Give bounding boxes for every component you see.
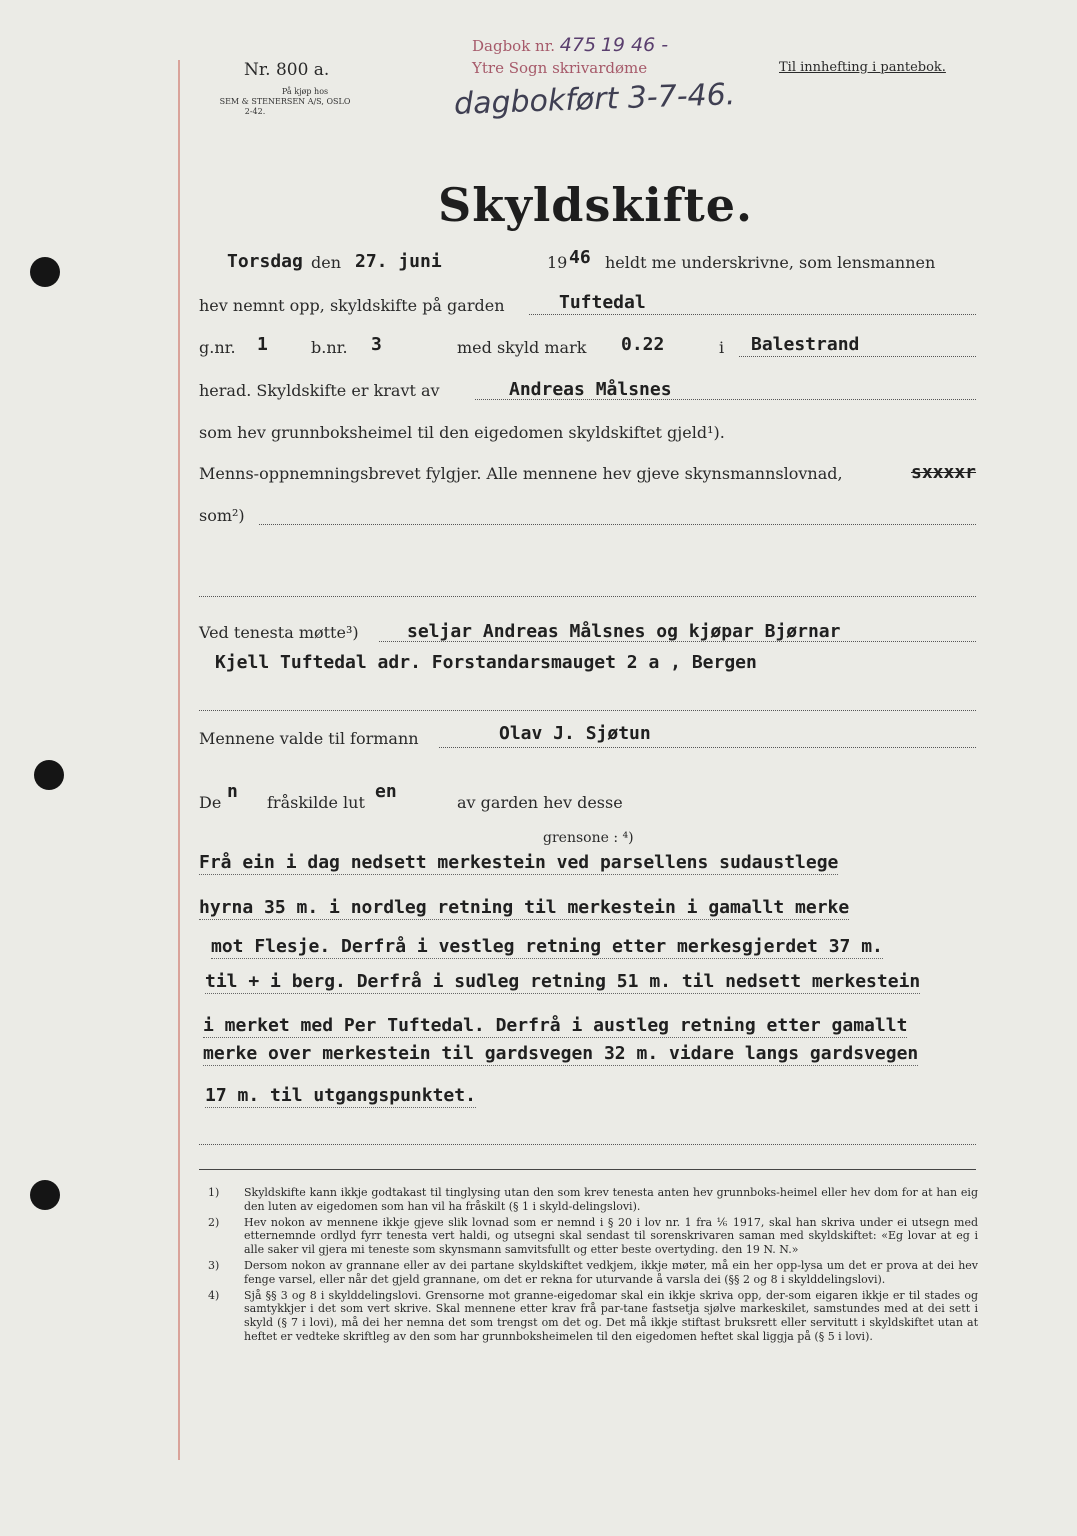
line2-text: hev nemnt opp, skyldskifte på garden: [199, 296, 505, 315]
tenesta-line1: seljar Andreas Målsnes og kjøpar Bjørnar: [407, 621, 841, 642]
oppnemning-text: Menns-oppnemningsbrevet fylgjer. Alle mennene hev gjeve skynsmannslovnad,: [199, 464, 843, 483]
fill-line: [439, 747, 976, 748]
municipality-value: Balestrand: [751, 334, 860, 355]
form-row-gnr: [199, 327, 976, 361]
footnote-mark: 2): [208, 1215, 220, 1229]
binder-hole: [30, 257, 60, 287]
boundary-line: til + i berg. Derfrå i sudleg retning 51 m. til nedsett merkestein: [205, 971, 921, 992]
form-row-tenesta-2: [199, 643, 976, 677]
tenesta-label: Ved tenesta møtte³): [199, 623, 359, 642]
form-row-tenesta: [199, 612, 976, 646]
tenesta-line2: Kjell Tuftedal adr. Forstandarsmauget 2 a , Bergen: [215, 652, 757, 673]
margin-line: [178, 60, 180, 1460]
fraskilde-label: fråskilde lut: [267, 793, 365, 812]
day-value: 27. juni: [355, 251, 442, 272]
garden-text: av garden hev desse: [457, 793, 623, 812]
form-row-date: [199, 242, 976, 276]
stamp-year: 19 46 -: [600, 34, 669, 56]
binder-hole: [30, 1180, 60, 1210]
heimel-text: som hev grunnboksheimel til den eigedomen skyldskiftet gjeld¹).: [199, 423, 725, 442]
boundary-line: merke over merkestein til gardsvegen 32 m. vidare langs gardsvegen: [203, 1043, 919, 1064]
year-prefix: 19: [547, 253, 568, 272]
de-label: De: [199, 793, 222, 812]
form-row-claimant: [199, 370, 976, 404]
formann-label: Mennene valde til formann: [199, 729, 419, 748]
claimant-value: Andreas Målsnes: [509, 379, 672, 400]
fill-line: [259, 524, 976, 525]
year-suffix: 46: [569, 247, 591, 268]
skyld-value: 0.22: [621, 334, 665, 355]
footnote-text: Hev nokon av mennene ikkje gjeve slik lovnad som er nemnd i § 20 i lov nr. 1 fra ⅙ 1917, skal han skriva under ei utsegn med etternemnde ordlyd fyrr tenesta vert haldi, og utsegni skal sendast til sorenskrivaren saman med skyldskiftet: «Eg lovar at eg i alle saker vil gjera mi teneste som skynsmann samvitsfullt og etter beste overtyding. den 19 N. N.»: [244, 1215, 978, 1257]
farm-name: Tuftedal: [559, 292, 646, 313]
footnote: [208, 1289, 978, 1344]
som-text: som²): [199, 506, 245, 525]
grensone-label: grensone : ⁴): [543, 830, 634, 846]
form-row-farm: [199, 285, 976, 319]
footnote-mark: 1): [208, 1186, 220, 1199]
printer-imprint: [205, 87, 365, 117]
fill-line: [739, 356, 976, 357]
form-row-som: [199, 495, 976, 529]
blank-line: [199, 596, 976, 597]
footnote-rule: [199, 1169, 976, 1170]
i-label: i: [719, 338, 725, 357]
de-suffix: n: [227, 781, 238, 802]
boundary-line: i merket med Per Tuftedal. Derfrå i austleg retning etter gamallt: [203, 1015, 908, 1036]
footnote-text: Sjå §§ 3 og 8 i skylddelingslovi. Grensorne mot granne-eigedomar skal ein ikkje skriva opp, der-som eigaren ikkje er til stades og samtykkjer i det som vert skrive. Skal mennene etter krav frå par-tane fastsetja sjølve markeskilet, samstundes med at dei sett i skyld (§ 7 i lovi), må dei her nemna det som trengst om det og. Det må ikkje stiftast bruksrett eller servitutt i skyldskiftet utan at heftet er vedteke skriftleg av den som har grunnboksheimelen til den eigedomen heftet skal liggja på (§ 5 i lovi).: [244, 1288, 978, 1343]
blank-line: [199, 1144, 976, 1145]
skyld-label: med skyld mark: [457, 338, 587, 357]
form-row-oppnemning: [199, 453, 976, 487]
stamp-district: Ytre Sogn skrivardøme: [472, 59, 648, 77]
printer-line: 2-42.: [244, 107, 266, 116]
form-row-heimel: [199, 412, 976, 446]
boundary-line: mot Flesje. Derfrå i vestleg retning etter merkesgjerdet 37 m.: [211, 936, 883, 957]
gnr-value: 1: [257, 334, 268, 355]
footnote-mark: 4): [208, 1288, 220, 1302]
stamp-label: Dagbok nr.: [472, 37, 556, 55]
blank-line: [199, 710, 976, 711]
boundary-line: 17 m. til utgangspunktet.: [205, 1085, 476, 1106]
held-text: heldt me underskrivne, som lensmannen: [605, 253, 936, 272]
den-label: den: [311, 253, 342, 272]
journal-stamp: [472, 34, 668, 79]
fill-line: [529, 314, 976, 315]
footnote: [208, 1259, 978, 1287]
document-title: Skyldskifte.: [438, 178, 754, 232]
lut-suffix: en: [375, 781, 397, 802]
footnote-text: Dersom nokon av grannane eller av dei partane skyldskiftet vedkjem, ikkje møter, må ein her opp-lysa um det er prova at dei hev fenge varsel, eller når det gjeld grannane, om det er rekna for uturvande å varsla dei (§§ 2 og 8 i skylddelingslovi).: [244, 1258, 978, 1286]
boundary-line: hyrna 35 m. i nordleg retning til merkestein i gamallt merke: [199, 897, 850, 918]
weekday-value: Torsdag: [227, 251, 303, 272]
handwritten-note: dagbokført 3-7-46.: [453, 77, 736, 122]
struck-word: sxxxxr: [911, 462, 977, 483]
boundary-line: Frå ein i dag nedsett merkestein ved parsellens sudaustlege: [199, 852, 839, 873]
innhefting-note: Til innhefting i pantebok.: [779, 60, 946, 75]
form-row-lut: [199, 782, 976, 816]
herad-text: herad. Skyldskifte er kravt av: [199, 381, 440, 400]
footnote-text: Skyldskifte kann ikkje godtakast til tinglysing utan den som krev tenesta anten hev grunnboks-heimel eller hev dom for at han eig den luten av eigedomen som han vil ha fråskilt (§ 1 i skyld-delingslovi).: [244, 1186, 978, 1213]
gnr-label: g.nr.: [199, 338, 236, 357]
bnr-value: 3: [371, 334, 382, 355]
form-number: Nr. 800 a.: [244, 60, 330, 80]
footnotes: [208, 1186, 978, 1346]
bnr-label: b.nr.: [311, 338, 348, 357]
footnote: [208, 1216, 978, 1257]
form-row-formann: [199, 718, 976, 752]
printer-line: På kjøp hos: [281, 87, 329, 96]
footnote-mark: 3): [208, 1258, 220, 1272]
footnote: [208, 1186, 978, 1214]
formann-name: Olav J. Sjøtun: [499, 723, 651, 744]
binder-hole: [34, 760, 64, 790]
stamp-number: 475: [559, 34, 597, 56]
printer-line: SEM & STENERSEN A/S, OSLO: [219, 97, 351, 106]
